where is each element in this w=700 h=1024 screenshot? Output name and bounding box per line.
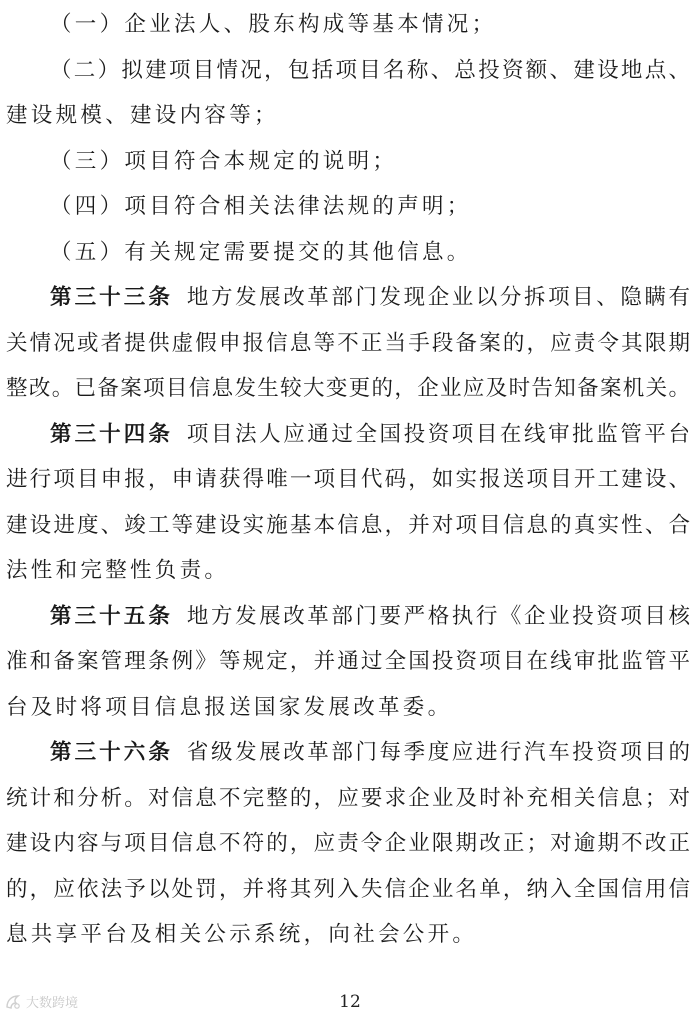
document-body: [6, 2, 690, 958]
line-text: 地方发展改革部门要严格执行《企业投资项目核: [186, 603, 690, 629]
text-line: [6, 230, 690, 276]
text-line: [6, 48, 690, 94]
text-line: [6, 503, 690, 549]
line-text: 地方发展改革部门发现企业以分拆项目、隐瞒有: [186, 285, 690, 310]
line-text: 法性和完整性负责。: [6, 558, 230, 583]
line-text: （三）项目符合本规定的说明；: [50, 148, 398, 174]
text-line: [6, 776, 690, 822]
text-line: [6, 139, 690, 185]
line-text: 建设内容与项目信息不符的，应责令企业限期改正；对逾期不改正: [6, 831, 690, 856]
page-number: 12: [339, 992, 361, 1012]
line-text: 建设进度、竣工等建设实施基本信息，并对项目信息的真实性、合: [6, 512, 690, 538]
text-line: [6, 93, 690, 139]
line-text: （二）拟建项目情况，包括项目名称、总投资额、建设地点、: [50, 57, 690, 83]
line-text: 台及时将项目信息报送国家发展改革委。: [6, 694, 453, 720]
line-text: 建设规模、建设内容等；: [6, 103, 279, 128]
text-line: [6, 321, 690, 367]
text-line: [6, 457, 690, 503]
text-line: [6, 685, 690, 731]
line-text: 息共享平台及相关公示系统，向社会公开。: [6, 922, 478, 947]
text-line: [6, 912, 690, 958]
line-text: 进行项目申报，申请获得唯一项目代码，如实报送项目开工建设、: [6, 467, 690, 492]
text-line: [6, 366, 690, 412]
article-heading: 第三十五条: [50, 603, 173, 629]
article-line: [6, 594, 690, 640]
text-line: [6, 867, 690, 913]
article-heading: 第三十六条: [50, 740, 173, 765]
watermark-text: 大数跨境: [26, 996, 79, 1011]
line-text: 准和备案管理条例》等规定，并通过全国投资项目在线审批监管平: [6, 649, 690, 674]
watermark: [4, 992, 78, 1011]
article-heading: 第三十三条: [50, 285, 173, 310]
text-line: [6, 821, 690, 867]
text-line: [6, 184, 690, 230]
article-line: [6, 730, 690, 776]
article-line: [6, 412, 690, 458]
article-line: [6, 275, 690, 321]
watermark-logo-icon: [4, 993, 22, 1011]
line-text: 的，应依法予以处罚，并将其列入失信企业名单，纳入全国信用信: [6, 876, 690, 902]
article-heading: 第三十四条: [50, 421, 173, 447]
line-text: 统计和分析。对信息不完整的，应要求企业及时补充相关信息；对: [6, 785, 690, 811]
line-text: （五）有关规定需要提交的其他信息。: [50, 239, 472, 265]
line-text: 关情况或者提供虚假申报信息等不正当手段备案的，应责令其限期: [6, 330, 690, 356]
line-text: 项目法人应通过全国投资项目在线审批监管平台: [186, 421, 690, 447]
text-line: [6, 2, 690, 48]
line-text: （四）项目符合相关法律法规的声明；: [50, 194, 472, 219]
line-text: 省级发展改革部门每季度应进行汽车投资项目的: [186, 740, 690, 765]
text-line: [6, 548, 690, 594]
line-text: （一）企业法人、股东构成等基本情况；: [50, 12, 497, 37]
line-text: 整改。已备案项目信息发生较大变更的，企业应及时告知备案机关。: [6, 376, 690, 401]
text-line: [6, 639, 690, 685]
